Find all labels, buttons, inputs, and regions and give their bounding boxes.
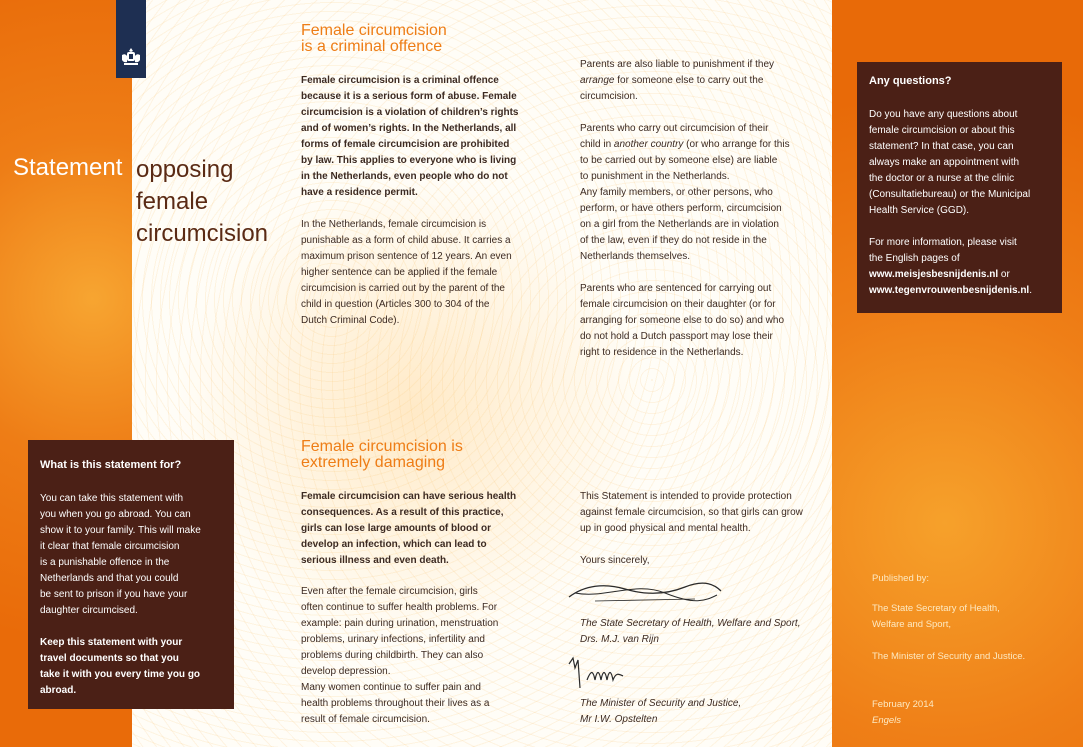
what-is-this-box	[28, 440, 234, 709]
what-box-paragraph: You can take this statement with you when you go abroad. You can show it to your family. This will make it clear that female circumcision is a punishable offence in the Netherlands and that you could be sent to prison if you have your daughter circumcised.	[40, 493, 201, 616]
section1-bold-paragraph: Female circumcision is a criminal offence because it is a serious form of abuse. Female circumcision is a violation of children’s rights and of women’s rights. In the Netherlands, all forms of female circumcision are prohibited by law. This applies to everyone who is living in the Netherlands, even people who do not have a residence permit.	[301, 75, 519, 198]
closing-paragraph: This Statement is intended to provide protection against female circumcision, so that girls can grow up in good physical and mental health.	[580, 491, 803, 534]
government-logo	[116, 0, 146, 78]
statement-heading: Statement	[13, 154, 123, 181]
opposing-heading: opposing female circumcision	[136, 156, 269, 247]
what-box-bold-paragraph: Keep this statement with your travel documents so that you take it with you every time you go abroad.	[40, 637, 201, 696]
parents-paragraph-2: Parents who carry out circumcision of their child in another country (or who arrange for this to be carried out by someone else) are liable to punishment in the Netherlands. Any family members, or other persons, who perform, or have others perform, circumcision on a girl from the Netherlands are in violation of the law, even if they do not reside in the Netherlands themselves.	[580, 123, 790, 262]
section2-bold-paragraph: Female circumcision can have serious health consequences. As a result of this practice, girls can lose large amounts of blood or develop an infection, which can lead to serious illness and even death.	[301, 491, 517, 566]
section1-paragraph: In the Netherlands, female circumcision is punishable as a form of child abuse. It carries a maximum prison sentence of 12 years. An even higher sentence can be applied if the female circumcision is carried out by the parent of the child in question (Articles 300 to 304 of the Dutch Criminal Code).	[301, 219, 512, 326]
parents-paragraph-1: Parents are also liable to punishment if they arrange for someone else to carry out the circumcision.	[580, 59, 774, 102]
signatory-1: The State Secretary of Health, Welfare and Sport, Drs. M.J. van Rijn	[580, 618, 801, 645]
what-box-title: What is this statement for?	[40, 459, 182, 471]
coat-of-arms-icon	[120, 46, 142, 68]
section2-paragraph: Even after the female circumcision, girls often continue to suffer health problems. For example: pain during urination, menstruation problems, urinary infections, infertility and problems during childbirth. They can also develop depression. Many women continue to suffer pain and health problems throughout their lives as a result of female circumcision.	[301, 586, 499, 725]
published-by: Published by: The State Secretary of Health, Welfare and Sport, The Minister of Security and Justice. February 2014 Engels	[872, 573, 1026, 726]
parents-paragraph-3: Parents who are sentenced for carrying out female circumcision on their daughter (or for arranging for someone else to do so) and who do not hold a Dutch passport may lose their right to residence in the Netherlands.	[580, 283, 785, 358]
link-tegenvrouwenbesnijdenis[interactable]: www.tegenvrouwenbesnijdenis.nl	[869, 285, 1030, 296]
signature-van-rijn	[565, 575, 725, 607]
yours-sincerely: Yours sincerely,	[580, 555, 650, 566]
section2-title: Female circumcision is extremely damaging	[301, 438, 463, 471]
section1-title: Female circumcision is a criminal offence	[301, 22, 447, 55]
any-questions-box	[857, 62, 1062, 313]
signature-opstelten	[565, 650, 685, 698]
link-meisjesbesnijdenis[interactable]: www.meisjesbesnijdenis.nl	[869, 269, 999, 280]
questions-box-paragraph: Do you have any questions about female circumcision or about this statement? In that case, you can always make an appointment with the doctor or a nurse at the clinic (Consultatiebureau) or the Municipal Health Service (GGD).	[869, 109, 1031, 216]
questions-box-title: Any questions?	[869, 75, 952, 87]
signatory-2: The Minister of Security and Justice, Mr I.W. Opstelten	[580, 698, 742, 725]
questions-box-more-info: For more information, please visit the English pages of www.meisjesbesnijdenis.nl or www.tegenvrouwenbesnijdenis.nl.	[869, 237, 1032, 296]
